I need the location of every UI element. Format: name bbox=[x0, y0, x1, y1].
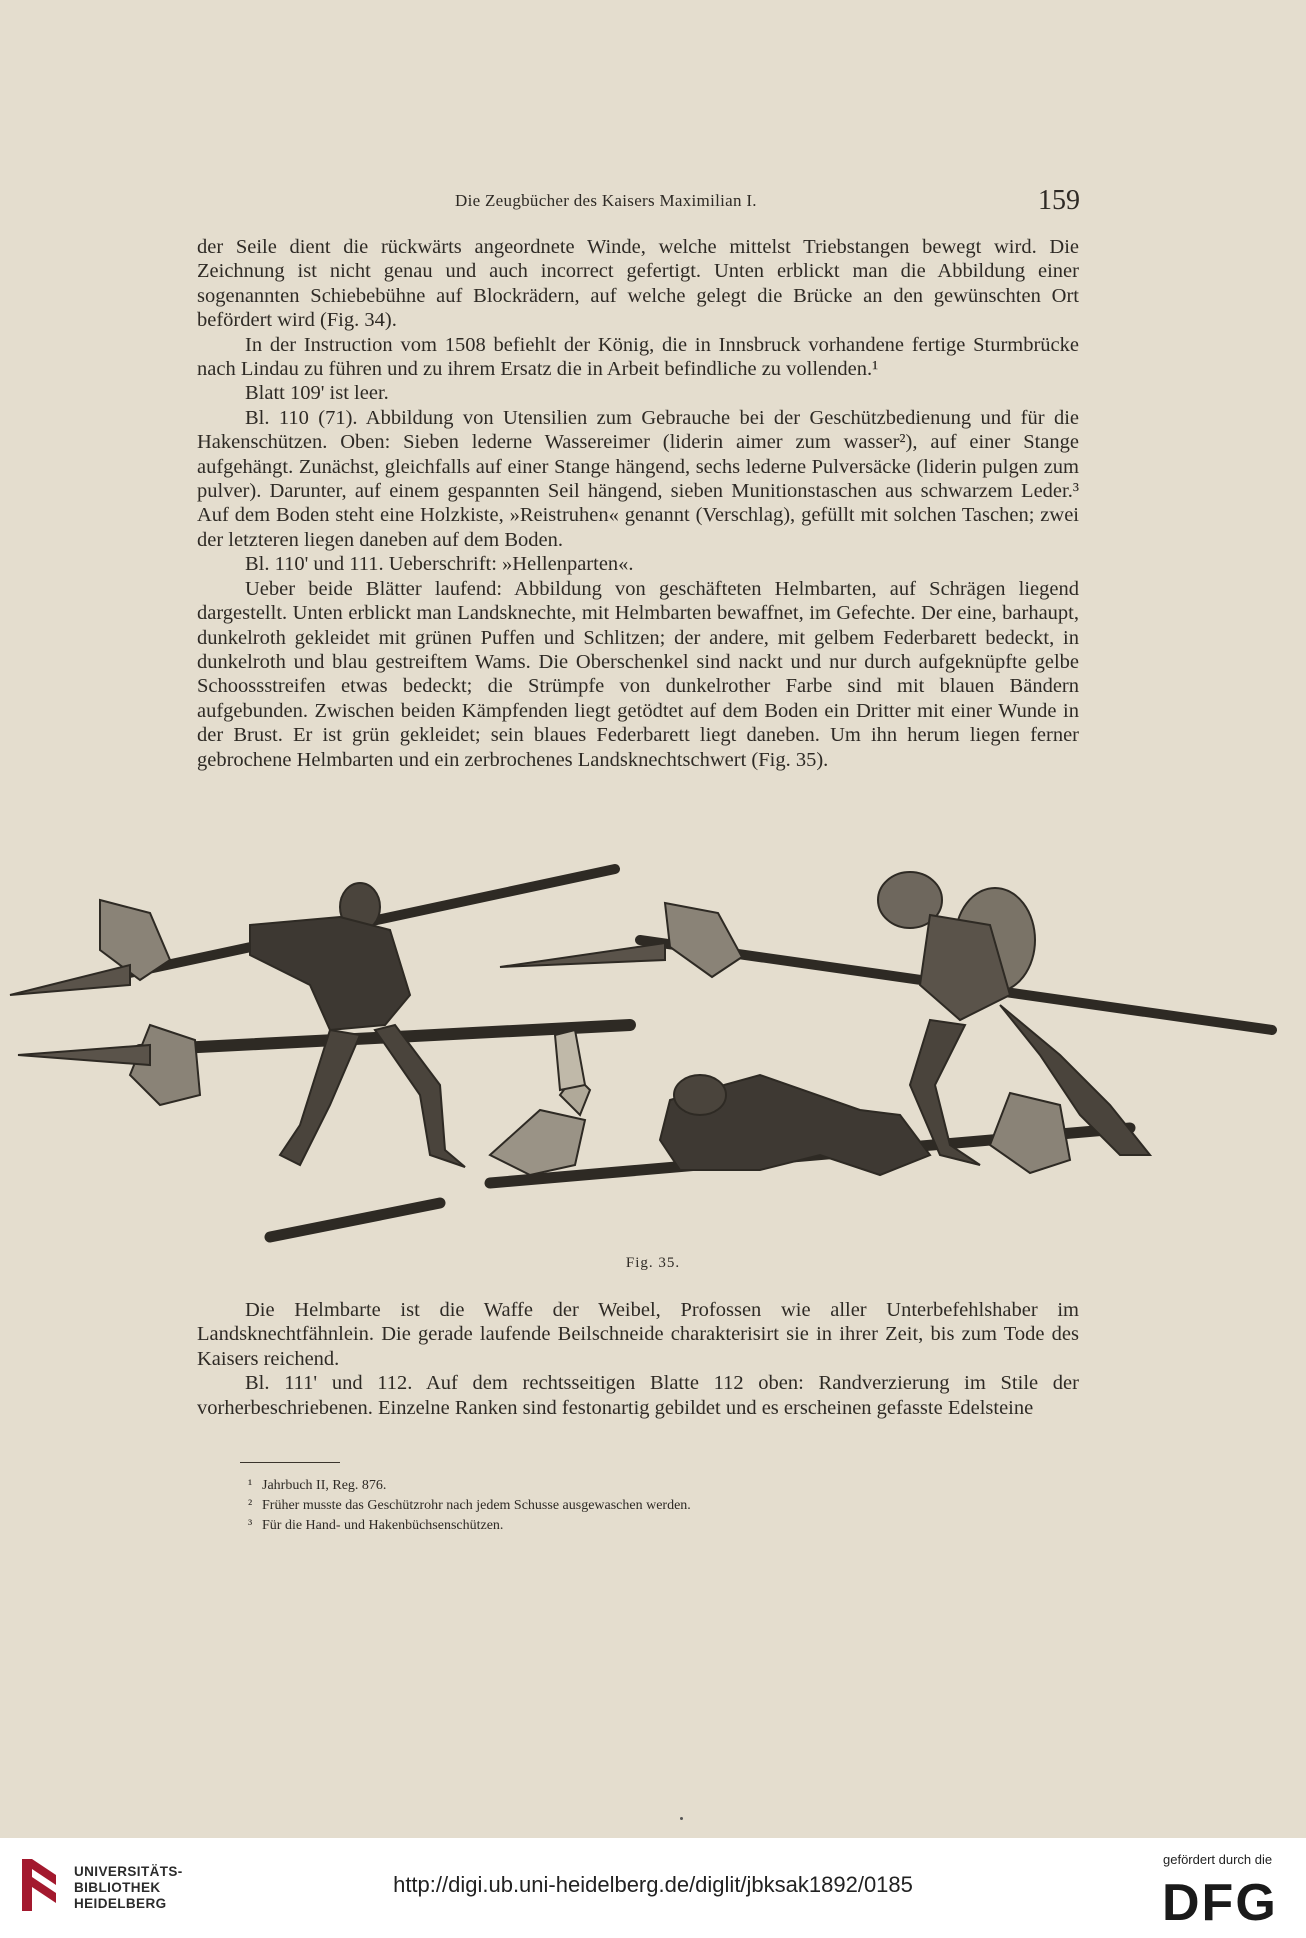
library-name-line: BIBLIOTHEK bbox=[74, 1880, 161, 1895]
footnote-text: Jahrbuch II, Reg. 876. bbox=[262, 1478, 387, 1493]
footnotes bbox=[248, 1476, 1048, 1536]
body-text-bottom bbox=[197, 1298, 1079, 1420]
running-head bbox=[0, 185, 1306, 225]
footnote bbox=[248, 1476, 1048, 1496]
paragraph: Bl. 110 (71). Abbildung von Utensilien zum Gebrauche bei der Geschützbedienung und für die Hakenschützen. Oben: Sieben lederne Wassereimer (liderin aimer zum wasser²), auf einer Stange aufgehängt. Zunächst, gleichfalls auf einer Stange hängend, sechs lederne Pulversäcke (liderin pulgen zum pulver). Darunter, auf einem gespannten Seil hängend, sieben Munitionstaschen aus schwarzem Leder.³ Auf dem Boden steht eine Holzkiste, »Reistruhen« genannt (Verschlag), gefüllt mit solchen Taschen; zwei der letzteren liegen daneben auf dem Boden. bbox=[197, 406, 1079, 551]
paragraph: Ueber beide Blätter laufend: Abbildung von geschäfteten Helmbarten, auf Schrägen liegend dargestellt. Unten erblickt man Landsknechte, mit Helmbarten bewaffnet, im Gefechte. Der eine, barhaupt, dunkelroth gekleidet mit grünen Puffen und Schlitzen; der andere, mit gelbem Federbarett bedeckt, in dunkelroth und blau gestreiftem Wams. Die Oberschenkel sind nackt und nur durch aufgeknüpfte gelbe Schoossstreifen etwas bedeckt; die Strümpfe von dunkelrother Farbe sind mit blauen Bändern aufgebunden. Zwischen beiden Kämpfenden liegt getödtet auf dem Boden ein Dritter mit einer Wunde in der Brust. Er ist grün gekleidet; sein blaues Federbarett liegt daneben. Um ihn herum liegen ferner gebrochene Helmbarten und ein zerbrochenes Landsknechtschwert (Fig. 35). bbox=[197, 577, 1079, 771]
paragraph: Bl. 111' und 112. Auf dem rechtsseitigen Blatte 112 oben: Randverzierung im Stile der vorherbeschriebenen. Einzelne Ranken sind festonartig gebildet und es erscheinen gefasste Edelsteine bbox=[197, 1372, 1079, 1419]
viewer-footer bbox=[0, 1838, 1306, 1938]
library-name-line: UNIVERSITÄTS- bbox=[74, 1864, 183, 1879]
dfg-logo-icon[interactable] bbox=[1162, 1876, 1290, 1926]
footnote-text: Für die Hand- und Hakenbüchsenschützen. bbox=[262, 1518, 504, 1533]
landsknecht-battle-illustration bbox=[0, 855, 1306, 1265]
page-mark bbox=[680, 1817, 683, 1820]
footnote bbox=[248, 1496, 1048, 1516]
page-number: 159 bbox=[1038, 185, 1080, 216]
footnote-separator bbox=[240, 1462, 340, 1463]
paragraph: Blatt 109' ist leer. bbox=[245, 382, 389, 405]
footnote-number: ² bbox=[248, 1498, 253, 1513]
running-title: Die Zeugbücher des Kaisers Maximilian I. bbox=[455, 191, 757, 210]
paragraph: der Seile dient die rückwärts angeordnete Winde, welche mittelst Triebstangen bewegt wird. Die Zeichnung ist nicht genau und auch incorrect gefertigt. Unten erblickt man die Abbildung einer sogenannten Schiebebühne auf Blockrädern, auf welche gelegt die Brücke an den gewünschten Ort befördert wird (Fig. 34). bbox=[197, 236, 1079, 332]
figure-caption: Fig. 35. bbox=[625, 1255, 681, 1271]
footnote bbox=[248, 1516, 1048, 1536]
dfg-logo-text: DFG bbox=[1162, 1876, 1278, 1926]
figure-illustration bbox=[0, 855, 1306, 1265]
paragraph: Bl. 110' und 111. Ueberschrift: »Hellenparten«. bbox=[245, 553, 634, 576]
library-name-line: HEIDELBERG bbox=[74, 1896, 167, 1911]
permalink-url[interactable]: http://digi.ub.uni-heidelberg.de/diglit/jbksak1892/0185 bbox=[393, 1872, 913, 1897]
footnote-text: Früher musste das Geschützrohr nach jedem Schusse ausgewaschen werden. bbox=[262, 1498, 691, 1513]
footnote-number: ¹ bbox=[248, 1478, 253, 1493]
paragraph: Die Helmbarte ist die Waffe der Weibel, Profossen wie aller Unterbefehlshaber im Landsknechtfähnlein. Die gerade laufende Beilschneide charakterisirt sie in ihrer Zeit, bis zum Tode des Kaisers reichend. bbox=[197, 1299, 1079, 1370]
funding-note: gefördert durch die bbox=[1163, 1852, 1273, 1867]
footnote-number: ³ bbox=[248, 1518, 253, 1533]
paragraph: In der Instruction vom 1508 befiehlt der König, die in Innsbruck vorhandene fertige Sturmbrücke nach Lindau zu führen und zu ihrem Ersatz die in Arbeit befindliche zu vollenden.¹ bbox=[197, 333, 1079, 381]
body-text-top bbox=[197, 235, 1079, 772]
